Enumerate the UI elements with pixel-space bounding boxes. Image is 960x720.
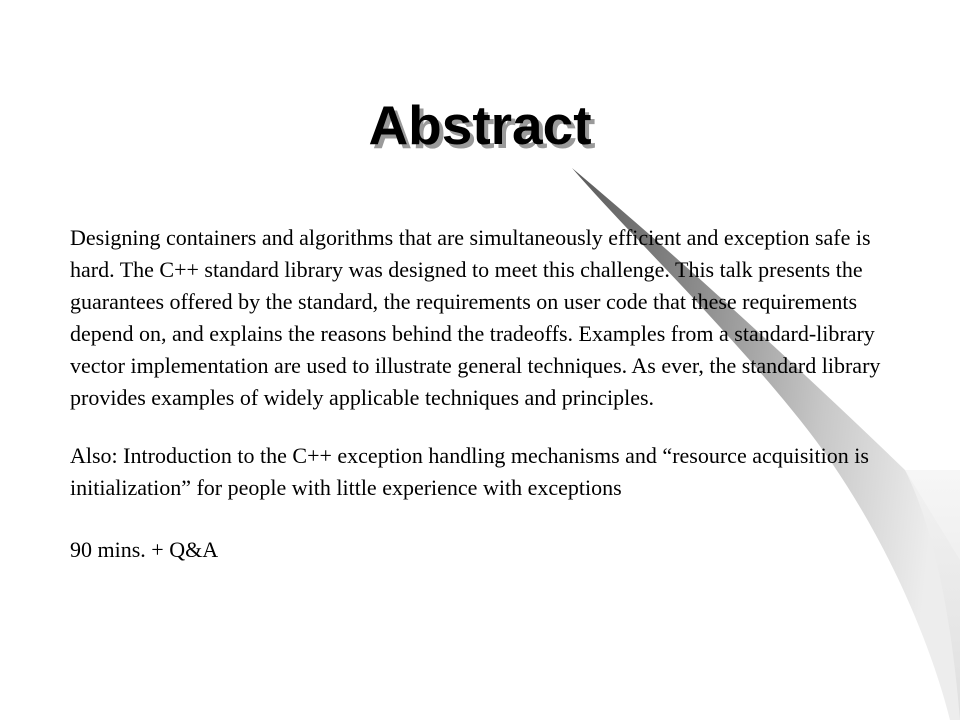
abstract-paragraph: Designing containers and algorithms that are simultaneously efficient and exception safe is hard. The C++ standard library was designed to meet this challenge. This talk presents the guarantees offered by the standard, the requirements on user code that these requirements depend on, and explains the reasons behind the tradeoffs. Examples from a standard-library vector implementation are used to illustrate general techniques. As ever, the standard library provides examples of widely applicable techniques and principles. <box>70 225 881 410</box>
slide-body <box>70 222 920 566</box>
slide-title: Abstract <box>368 94 592 156</box>
duration-paragraph: 90 mins. + Q&A <box>70 537 219 562</box>
also-paragraph: Also: Introduction to the C++ exception handling mechanisms and “resource acquisition is initialization” for people with little experience with exceptions <box>70 443 869 500</box>
